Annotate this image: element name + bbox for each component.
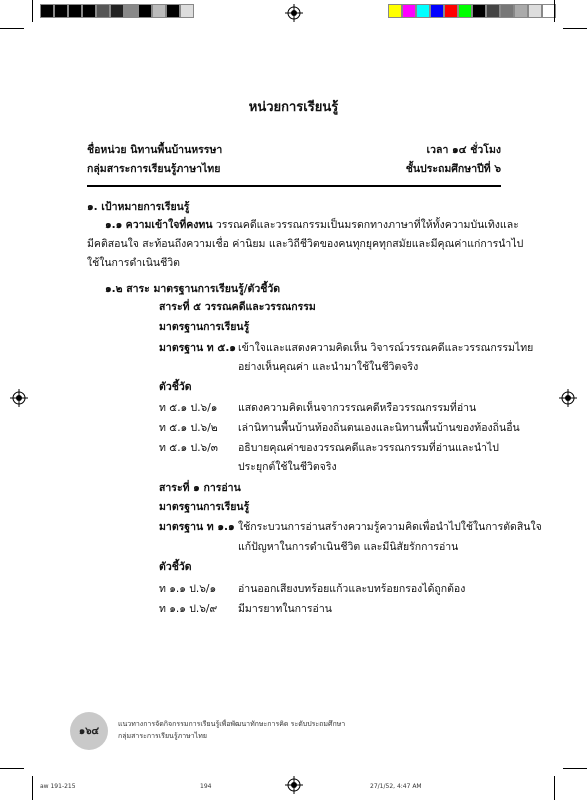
- color-swatch: [472, 4, 486, 18]
- color-swatch: [500, 4, 514, 18]
- registration-target-icon: [285, 776, 303, 794]
- registration-target-icon: [559, 389, 577, 407]
- crop-mark: [32, 776, 33, 800]
- grade-level: ชั้นประถมศึกษาปีที่ ๖: [405, 163, 501, 175]
- core-text-line: มีคติสอนใจ สะท้อนถึงความเชื่อ ค่านิยม และวิถีชีวิตของคนทุกยุคทุกสมัยและมีคุณค่าแก่การนำไป: [87, 238, 524, 250]
- registration-target-icon: [10, 389, 28, 407]
- subject-group: กลุ่มสาระการเรียนรู้ภาษาไทย: [87, 163, 221, 175]
- color-swatch-bar: [388, 4, 556, 18]
- slug-page: 194: [200, 783, 212, 790]
- indicators-label: ตัวชี้วัด: [159, 561, 192, 573]
- indicator-text: มีมารยาทในการอ่าน: [238, 603, 332, 615]
- color-swatch: [416, 4, 430, 18]
- indicator-text: อธิบายคุณค่าของวรรณคดีและวรรณกรรมที่อ่านและนำไป: [238, 442, 499, 454]
- color-swatch: [430, 4, 444, 18]
- color-swatch: [444, 4, 458, 18]
- crop-mark: [563, 28, 587, 29]
- core-text: วรรณคดีและวรรณกรรมเป็นมรดกทางภาษาที่ให้ทั้งความบันเทิงและ: [215, 219, 519, 231]
- color-swatch: [402, 4, 416, 18]
- registration-target-icon: [285, 4, 303, 22]
- color-swatch: [528, 4, 542, 18]
- indicator-text: เล่านิทานพื้นบ้านท้องถิ่นตนเองและนิทานพื้นบ้านของท้องถิ่นอื่น: [238, 422, 520, 434]
- crop-mark: [0, 768, 24, 769]
- standard-code: มาตรฐาน ท ๑.๑: [159, 521, 235, 533]
- crop-mark: [0, 28, 24, 29]
- time-allocation: เวลา ๑๔ ชั่วโมง: [426, 144, 501, 156]
- strand-title: สาระที่ ๑ การอ่าน: [159, 482, 241, 494]
- section-heading: ๑. เป้าหมายการเรียนรู้: [87, 201, 190, 213]
- page-title: หน่วยการเรียนรู้: [248, 100, 339, 115]
- crop-mark: [32, 0, 33, 22]
- indicator-text: อ่านออกเสียงบทร้อยแก้วและบทร้อยกรองได้ถูกต้อง: [238, 583, 466, 595]
- crop-mark: [554, 0, 555, 22]
- standard-text: ใช้กระบวนการอ่านสร้างความรู้ความคิดเพื่อนำไปใช้ในการตัดสินใจ: [238, 521, 542, 533]
- crop-mark: [554, 776, 555, 800]
- indicator-code: ท ๕.๑ ป.๖/๑: [159, 402, 218, 414]
- crop-mark: [563, 768, 587, 769]
- standards-label: มาตรฐานการเรียนรู้: [159, 321, 250, 333]
- header-divider: [87, 185, 501, 187]
- slug-datetime: 27/1/52, 4:47 AM: [370, 783, 422, 790]
- subsection-heading: ๑.๒ สาระ มาตรฐานการเรียนรู้/ตัวชี้วัด: [105, 283, 281, 295]
- slug-file: aw 191-215: [40, 783, 76, 790]
- indicator-text: แสดงความคิดเห็นจากวรรณคดีหรือวรรณกรรมที่อ่าน: [238, 402, 477, 414]
- core-text-line: ใช้ในการดำเนินชีวิต: [87, 257, 180, 269]
- standard-text: แก้ปัญหาในการดำเนินชีวิต และมีนิสัยรักการอ่าน: [238, 541, 459, 553]
- unit-name: ชื่อหน่วย นิทานพื้นบ้านหรรษา: [87, 144, 223, 156]
- color-swatch: [514, 4, 528, 18]
- color-swatch: [388, 4, 402, 18]
- color-swatch: [458, 4, 472, 18]
- registration-bar-left: [40, 4, 194, 18]
- core-number: ๑.๑: [105, 219, 123, 231]
- standard-text: เข้าใจและแสดงความคิดเห็น วิจารณ์วรรณคดีและวรรณกรรมไทย: [238, 342, 534, 354]
- indicator-code: ท ๑.๑ ป.๖/๙: [159, 603, 218, 615]
- page-number-circle: [70, 712, 108, 750]
- footer-line: กลุ่มสาระการเรียนรู้ภาษาไทย: [118, 732, 207, 740]
- indicator-code: ท ๑.๑ ป.๖/๑: [159, 583, 217, 595]
- standards-label: มาตรฐานการเรียนรู้: [159, 501, 250, 513]
- page-number: ๑๖๔: [78, 725, 100, 737]
- indicator-text: ประยุกต์ใช้ในชีวิตจริง: [238, 461, 337, 473]
- indicators-label: ตัวชี้วัด: [159, 381, 192, 393]
- standard-text: อย่างเห็นคุณค่า และนำมาใช้ในชีวิตจริง: [238, 361, 419, 373]
- indicator-code: ท ๕.๑ ป.๖/๒: [159, 422, 218, 434]
- standard-code: มาตรฐาน ท ๕.๑: [159, 342, 236, 354]
- indicator-code: ท ๕.๑ ป.๖/๓: [159, 442, 218, 454]
- core-label: ความเข้าใจที่คงทน: [125, 219, 213, 231]
- color-swatch: [486, 4, 500, 18]
- core-understanding-line: [105, 218, 519, 232]
- strand-title: สาระที่ ๕ วรรณคดีและวรรณกรรม: [159, 301, 316, 313]
- footer-line: แนวทางการจัดกิจกรรมการเรียนรู้เพื่อพัฒนาทักษะการคิด ระดับประถมศึกษา: [118, 720, 346, 728]
